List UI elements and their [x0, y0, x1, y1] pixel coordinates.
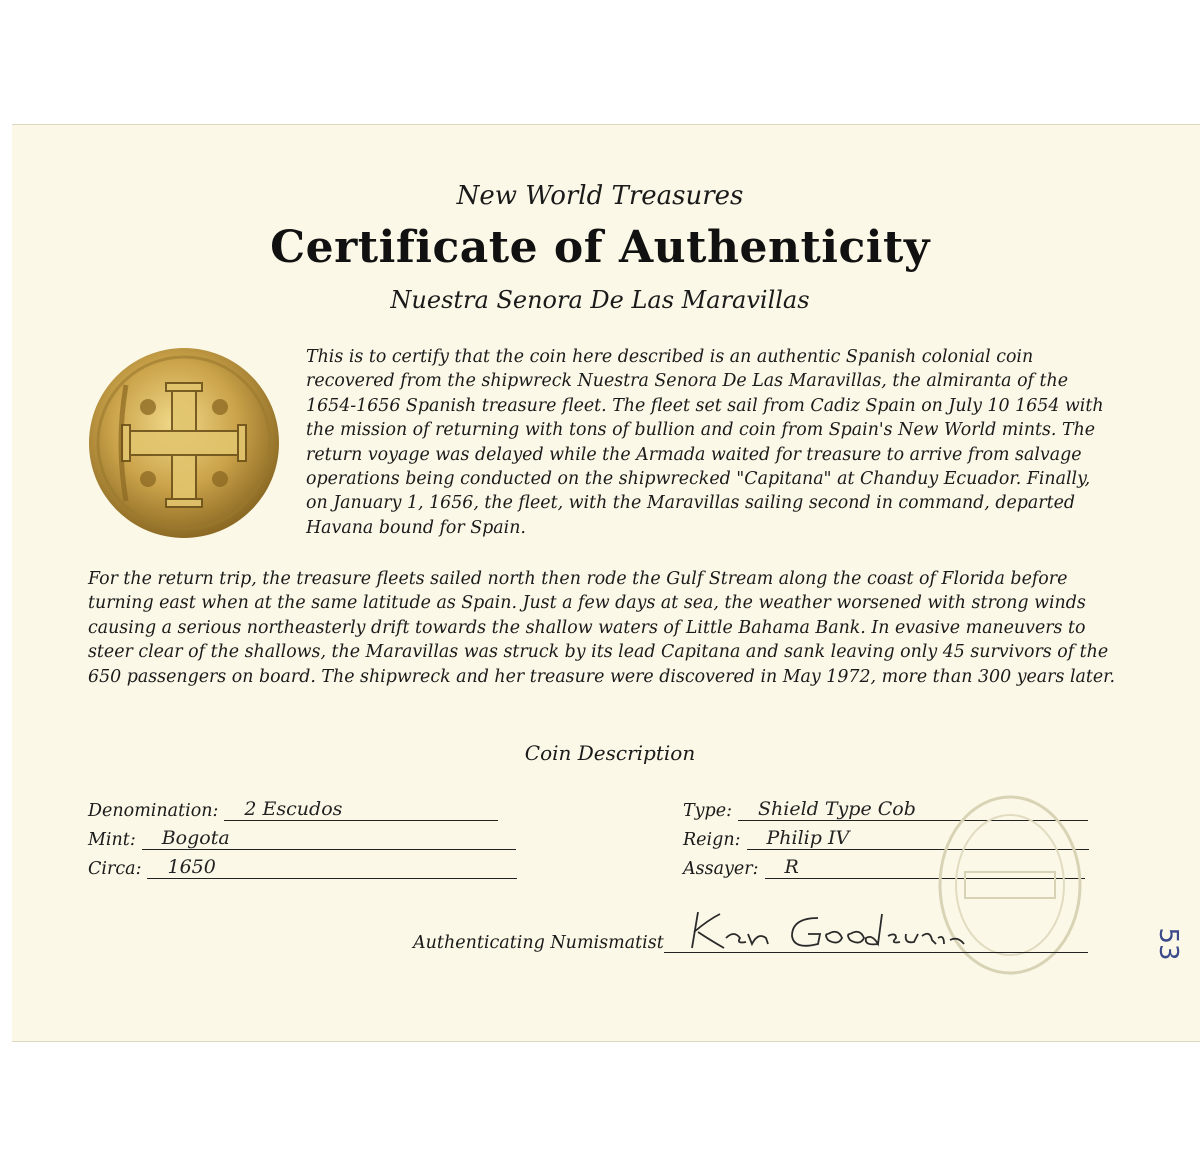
margin-number-text: 53	[1153, 927, 1183, 961]
signature-row	[413, 926, 1088, 953]
history-paragraph-1: This is to certify that the coin here described is an authentic Spanish colonial coin recovered from the shipwreck Nuestra Senora De Las Maravillas, the almiranta of the 1654-1656 Spanish treasure fleet. The fleet set sail from Cadiz Spain on July 10 1654 with the mission of returning with tons of bullion and coin from Spain's New World mints. The return voyage was delayed while the Armada waited for treasure to arrive from salvage operations being conducted on the shipwrecked "Capitana" at Chanduy Ecuador. Finally, on January 1, 1656, the fleet, with the Maravillas sailing second in command, departed Havana bound for Spain.	[306, 347, 1104, 538]
field-denomination	[88, 795, 498, 821]
coin-description-heading: Coin Description	[524, 741, 696, 765]
field-circa	[88, 853, 517, 879]
history-paragraph-2: For the return trip, the treasure fleets sailed north then rode the Gulf Stream along the coast of Florida before turning east when at the same latitude as Spain. Just a few days at sea, the weather worsened with strong winds causing a serious northeasterly drift towards the shallow waters of Little Bahama Bank. In evasive maneuvers to steer clear of the shallows, the Maravillas was struck by its lead Capitana and sank leaving only 45 survivors of the 650 passengers on board. The shipwreck and her treasure were discovered in May 1972, more than 300 years later.	[88, 569, 1116, 687]
denomination-value: 2 Escudos	[224, 798, 498, 821]
type-value: Shield Type Cob	[738, 798, 1088, 821]
handwritten-signature	[668, 904, 998, 954]
signature-label: Authenticating Numismatist	[413, 933, 664, 953]
mint-label: Mint:	[88, 830, 136, 850]
field-mint	[88, 824, 516, 850]
shipwreck-name: Nuestra Senora De Las Maravillas	[390, 286, 810, 314]
gold-coin-image	[86, 345, 282, 541]
type-label: Type:	[683, 801, 733, 821]
reign-label: Reign:	[683, 830, 741, 850]
assayer-label: Assayer:	[683, 859, 759, 879]
signature-line	[664, 926, 1088, 953]
mint-value: Bogota	[142, 827, 516, 850]
certificate-title: Certificate of Authenticity	[270, 222, 930, 273]
assayer-value: R	[765, 856, 1085, 879]
circa-label: Circa:	[88, 859, 142, 879]
reign-value: Philip IV	[747, 827, 1089, 850]
circa-value: 1650	[147, 856, 517, 879]
denomination-label: Denomination:	[88, 801, 219, 821]
margin-number	[1139, 926, 1197, 962]
brand-name: New World Treasures	[456, 181, 744, 211]
